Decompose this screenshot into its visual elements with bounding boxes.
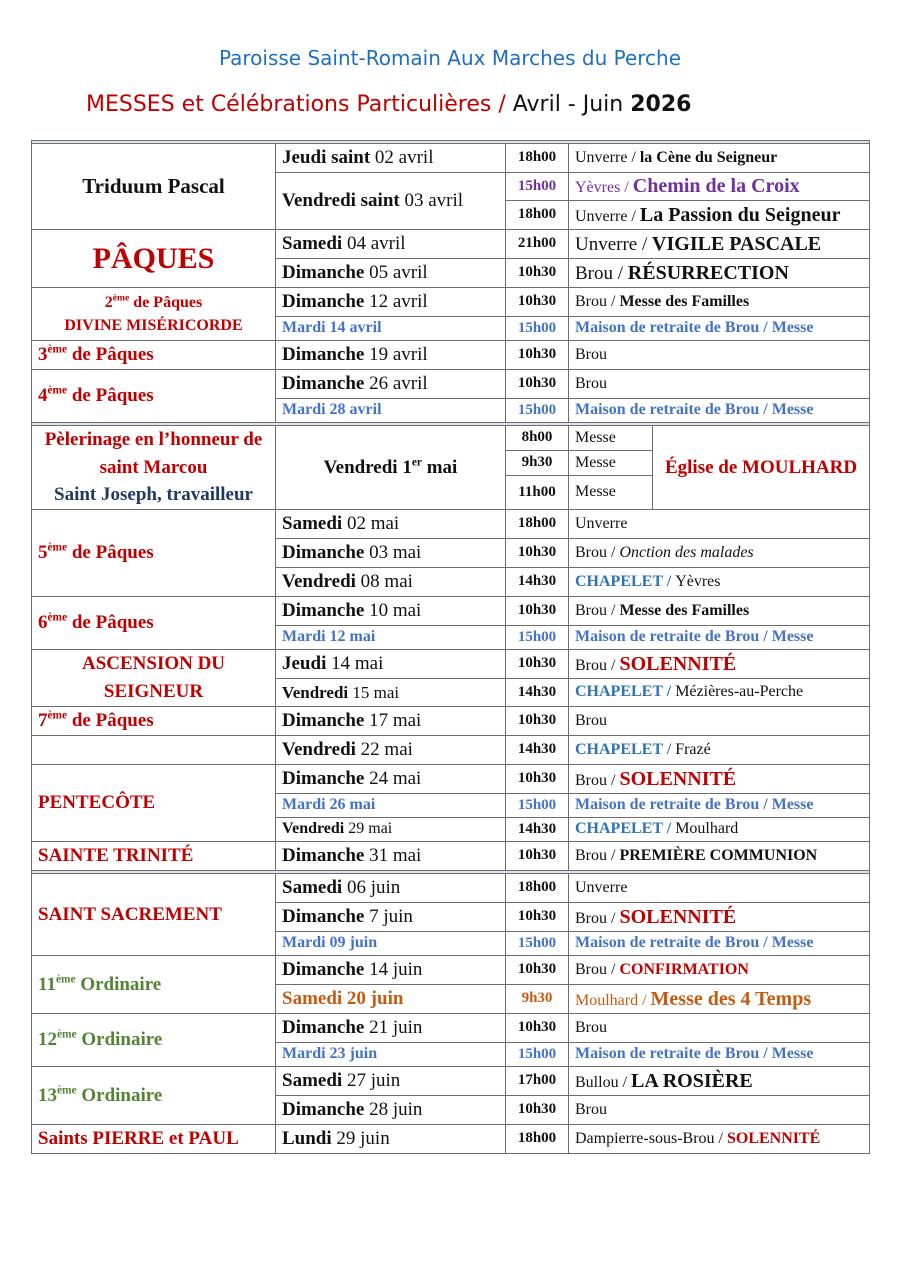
detail-cell: Messe [569, 476, 653, 510]
table-row [32, 288, 870, 317]
table-row [32, 144, 870, 173]
date-cell: Jeudi 14 mai [276, 650, 506, 679]
parish-name: Paroisse Saint-Romain Aux Marches du Perche [218, 46, 682, 70]
section-13e-ordinaire: 13ème Ordinaire [32, 1067, 276, 1125]
detail-cell: Brou / RÉSURRECTION [569, 259, 870, 288]
time-cell: 21h00 [506, 230, 569, 259]
time-cell: 10h30 [506, 341, 569, 370]
time-cell: 10h30 [506, 903, 569, 932]
date-cell: Dimanche 28 juin [276, 1096, 506, 1125]
time-cell: 9h30 [506, 451, 569, 476]
date-cell: Samedi 20 juin [276, 985, 506, 1014]
detail-cell: CHAPELET / Frazé [569, 736, 870, 765]
section-divine-misericorde: 2ème de Pâques DIVINE MISÉRICORDE [32, 288, 276, 341]
time-cell: 8h00 [506, 426, 569, 451]
time-cell: 10h30 [506, 956, 569, 985]
table-row [32, 341, 870, 370]
section-ascension: ASCENSION DU SEIGNEUR [32, 650, 276, 707]
detail-cell: Brou / PREMIÈRE COMMUNION [569, 842, 870, 871]
date-cell: Dimanche 17 mai [276, 707, 506, 736]
time-cell: 15h00 [506, 1043, 569, 1067]
detail-cell: Brou [569, 341, 870, 370]
table-row [32, 842, 870, 871]
section-empty [32, 736, 276, 765]
detail-cell: Maison de retraite de Brou / Messe [569, 626, 870, 650]
time-cell: 14h30 [506, 736, 569, 765]
detail-cell: Brou / SOLENNITÉ [569, 903, 870, 932]
detail-cell: Brou [569, 1096, 870, 1125]
section-saint-sacrement: SAINT SACREMENT [32, 874, 276, 956]
schedule-table [31, 140, 870, 1154]
date-cell: Vendredi 1er mai [276, 426, 506, 510]
detail-cell: Maison de retraite de Brou / Messe [569, 1043, 870, 1067]
section-paques: PÂQUES [32, 230, 276, 288]
detail-cell: Messe [569, 426, 653, 451]
time-cell: 15h00 [506, 932, 569, 956]
time-cell: 17h00 [506, 1067, 569, 1096]
time-cell: 15h00 [506, 626, 569, 650]
date-cell: Dimanche 19 avril [276, 341, 506, 370]
detail-cell: Unverre [569, 510, 870, 539]
date-cell: Mardi 28 avril [276, 399, 506, 423]
time-cell: 15h00 [506, 399, 569, 423]
title-period: Avril - Juin [512, 92, 624, 117]
date-cell: Mardi 23 juin [276, 1043, 506, 1067]
time-cell: 10h30 [506, 539, 569, 568]
date-cell: Vendredi 22 mai [276, 736, 506, 765]
time-cell: 10h30 [506, 370, 569, 399]
detail-cell: Yèvres / Chemin de la Croix [569, 173, 870, 201]
time-cell: 10h30 [506, 842, 569, 871]
table-row [32, 1014, 870, 1043]
detail-cell: Brou / Messe des Familles [569, 288, 870, 317]
date-cell: Dimanche 05 avril [276, 259, 506, 288]
date-cell: Dimanche 7 juin [276, 903, 506, 932]
detail-cell: Maison de retraite de Brou / Messe [569, 399, 870, 423]
detail-cell: Brou / Onction des malades [569, 539, 870, 568]
table-row [32, 956, 870, 985]
detail-cell: Maison de retraite de Brou / Messe [569, 317, 870, 341]
table-row [32, 426, 870, 451]
time-cell: 18h00 [506, 874, 569, 903]
date-cell: Samedi 04 avril [276, 230, 506, 259]
time-cell: 10h30 [506, 288, 569, 317]
time-cell: 10h30 [506, 597, 569, 626]
detail-cell: Brou / CONFIRMATION [569, 956, 870, 985]
date-cell: Dimanche 26 avril [276, 370, 506, 399]
section-trinite: SAINTE TRINITÉ [32, 842, 276, 871]
eglise-moulhard: Église de MOULHARD [653, 426, 870, 510]
time-cell: 11h00 [506, 476, 569, 510]
detail-cell: Brou [569, 1014, 870, 1043]
detail-cell: Brou / SOLENNITÉ [569, 765, 870, 794]
time-cell: 14h30 [506, 818, 569, 842]
section-triduum: Triduum Pascal [32, 144, 276, 230]
detail-cell: Brou / Messe des Familles [569, 597, 870, 626]
time-cell: 9h30 [506, 985, 569, 1014]
date-cell: Mardi 12 mai [276, 626, 506, 650]
time-cell: 14h30 [506, 679, 569, 707]
time-cell: 10h30 [506, 650, 569, 679]
title-year: 2026 [630, 92, 692, 117]
detail-cell: Maison de retraite de Brou / Messe [569, 794, 870, 818]
section-4e-paques: 4ème de Pâques [32, 370, 276, 423]
detail-cell: Brou [569, 370, 870, 399]
date-cell: Dimanche 03 mai [276, 539, 506, 568]
table-row [32, 707, 870, 736]
section-7e-paques: 7ème de Pâques [32, 707, 276, 736]
detail-cell: CHAPELET / Yèvres [569, 568, 870, 597]
table-row [32, 230, 870, 259]
section-pierre-paul: Saints PIERRE et PAUL [32, 1125, 276, 1154]
time-cell: 10h30 [506, 1014, 569, 1043]
detail-cell: Bullou / LA ROSIÈRE [569, 1067, 870, 1096]
time-cell: 18h00 [506, 1125, 569, 1154]
date-cell: Mardi 09 juin [276, 932, 506, 956]
table-row [32, 510, 870, 539]
section-pentecote: PENTECÔTE [32, 765, 276, 842]
detail-cell: Messe [569, 451, 653, 476]
table-row [32, 370, 870, 399]
time-cell: 18h00 [506, 144, 569, 173]
detail-cell: Maison de retraite de Brou / Messe [569, 932, 870, 956]
section-pelerinage: Pèlerinage en l’honneur de saint Marcou Saint Joseph, travailleur [32, 426, 276, 510]
detail-cell: Dampierre-sous-Brou / SOLENNITÉ [569, 1125, 870, 1154]
date-cell: Mardi 14 avril [276, 317, 506, 341]
table-row [32, 1067, 870, 1096]
time-cell: 10h30 [506, 259, 569, 288]
date-cell: Mardi 26 mai [276, 794, 506, 818]
date-cell: Dimanche 21 juin [276, 1014, 506, 1043]
detail-cell: Unverre / la Cène du Seigneur [569, 144, 870, 173]
title-main: MESSES et Célébrations Particulières / [86, 92, 506, 117]
section-12e-ordinaire: 12ème Ordinaire [32, 1014, 276, 1067]
time-cell: 15h00 [506, 173, 569, 201]
time-cell: 10h30 [506, 765, 569, 794]
document-title [86, 92, 691, 117]
table-row [32, 597, 870, 626]
detail-cell: Brou [569, 707, 870, 736]
detail-cell: Unverre / La Passion du Seigneur [569, 201, 870, 230]
time-cell: 15h00 [506, 317, 569, 341]
detail-cell: CHAPELET / Mézières-au-Perche [569, 679, 870, 707]
date-cell: Dimanche 12 avril [276, 288, 506, 317]
table-row [32, 736, 870, 765]
section-3e-paques: 3ème de Pâques [32, 341, 276, 370]
time-cell: 10h30 [506, 1096, 569, 1125]
detail-cell: Unverre / VIGILE PASCALE [569, 230, 870, 259]
detail-cell: Unverre [569, 874, 870, 903]
table-row [32, 1125, 870, 1154]
time-cell: 18h00 [506, 510, 569, 539]
date-cell: Samedi 06 juin [276, 874, 506, 903]
detail-cell: Brou / SOLENNITÉ [569, 650, 870, 679]
detail-cell: Moulhard / Messe des 4 Temps [569, 985, 870, 1014]
detail-cell: CHAPELET / Moulhard [569, 818, 870, 842]
date-cell: Vendredi saint 03 avril [276, 173, 506, 230]
date-cell: Vendredi 08 mai [276, 568, 506, 597]
time-cell: 14h30 [506, 568, 569, 597]
table-row [32, 874, 870, 903]
date-cell: Lundi 29 juin [276, 1125, 506, 1154]
date-cell: Dimanche 31 mai [276, 842, 506, 871]
date-cell: Jeudi saint 02 avril [276, 144, 506, 173]
date-cell: Dimanche 10 mai [276, 597, 506, 626]
time-cell: 10h30 [506, 707, 569, 736]
table-row [32, 765, 870, 794]
section-11e-ordinaire: 11ème Ordinaire [32, 956, 276, 1014]
time-cell: 18h00 [506, 201, 569, 230]
date-cell: Dimanche 14 juin [276, 956, 506, 985]
table-row [32, 650, 870, 679]
section-6e-paques: 6ème de Pâques [32, 597, 276, 650]
date-cell: Dimanche 24 mai [276, 765, 506, 794]
date-cell: Vendredi 15 mai [276, 679, 506, 707]
section-5e-paques: 5ème de Pâques [32, 510, 276, 597]
date-cell: Samedi 27 juin [276, 1067, 506, 1096]
time-cell: 15h00 [506, 794, 569, 818]
date-cell: Vendredi 29 mai [276, 818, 506, 842]
date-cell: Samedi 02 mai [276, 510, 506, 539]
